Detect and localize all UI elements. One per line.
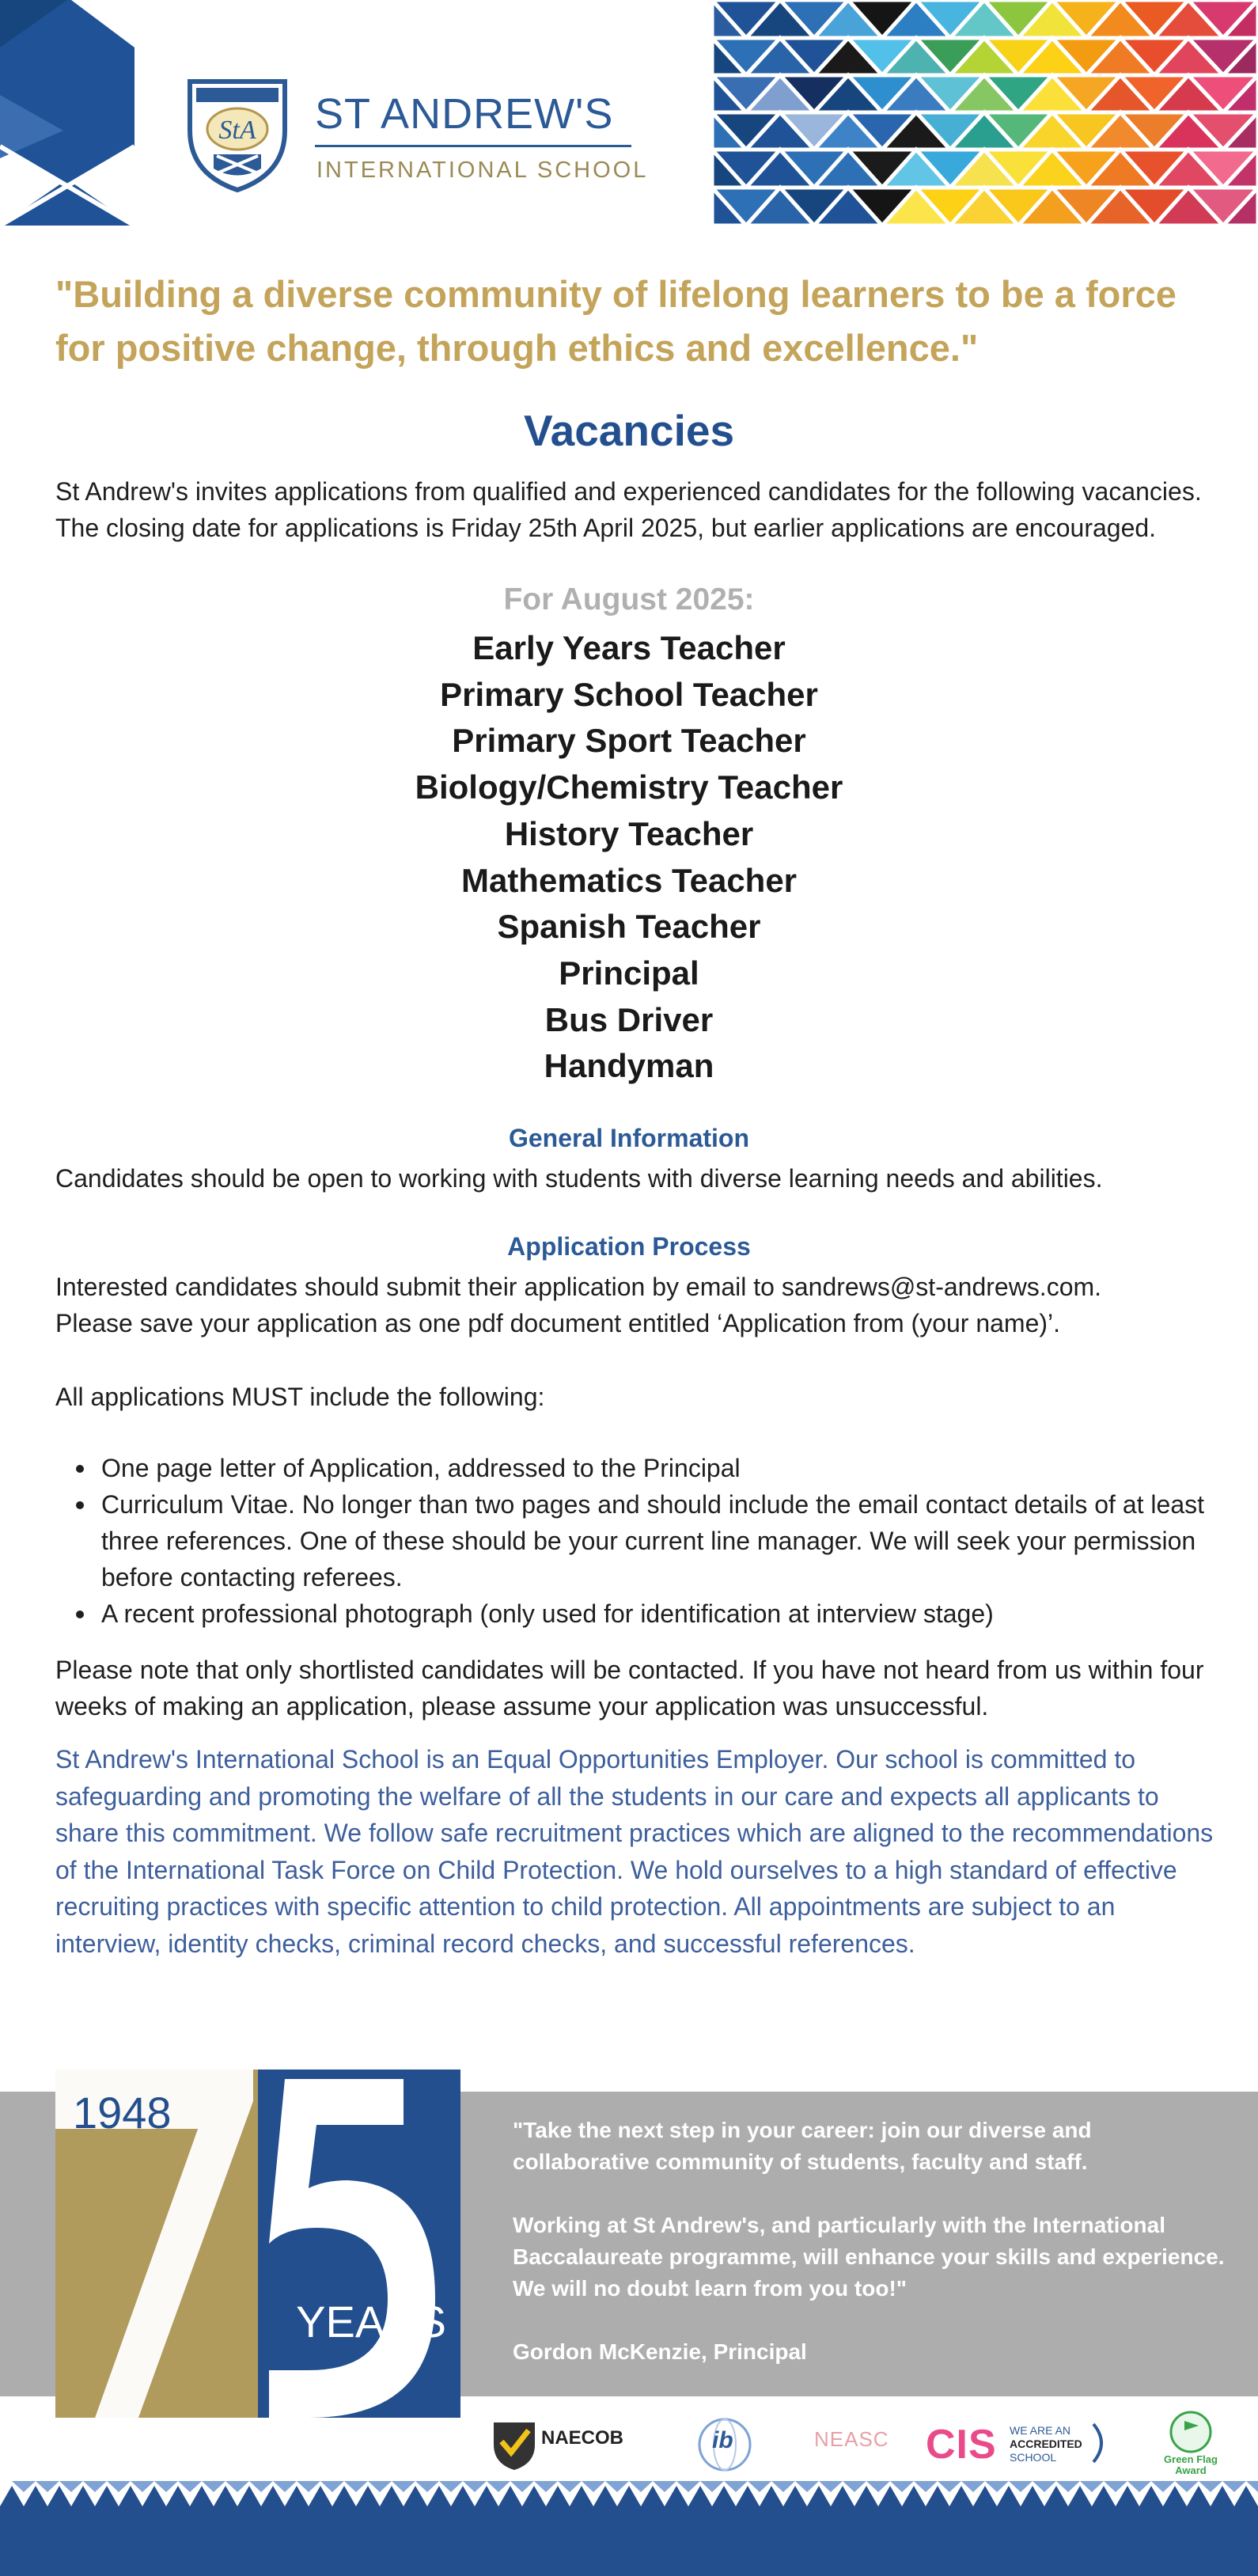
neasc-text: NEASC bbox=[814, 2427, 889, 2451]
header-left-pattern bbox=[0, 0, 135, 226]
vacancies-intro: St Andrew's invites applications from qualified and experienced candidates for the following vacancies. The closing date for applications is Friday 25th April 2025, but earlier applications are encouraged. bbox=[55, 477, 1202, 542]
cis-tagline-line: ACCREDITED bbox=[1010, 2438, 1082, 2450]
header-right-pattern bbox=[712, 0, 1258, 226]
school-subtitle: INTERNATIONAL SCHOOL bbox=[316, 157, 649, 183]
naecob-logo bbox=[491, 2410, 625, 2481]
green-flag-icon bbox=[1167, 2410, 1214, 2454]
cis-logo bbox=[926, 2410, 1116, 2481]
position-item: Spanish Teacher bbox=[497, 908, 761, 946]
position-item: History Teacher bbox=[504, 814, 754, 852]
green-flag-line: Green Flag bbox=[1164, 2453, 1218, 2465]
position-item: Principal bbox=[559, 954, 699, 992]
position-item: Primary Sport Teacher bbox=[452, 722, 806, 760]
cis-bracket-icon bbox=[1089, 2419, 1112, 2467]
anniversary-badge bbox=[55, 2070, 460, 2418]
position-item: Handyman bbox=[544, 1047, 714, 1085]
cis-tagline-line: WE ARE AN bbox=[1010, 2424, 1071, 2437]
anniversary-label: YEARS bbox=[296, 2297, 446, 2346]
cis-text bbox=[926, 2421, 997, 2468]
shortlist-note: Please note that only shortlisted candidates will be contacted. If you have not heard from us within four weeks of making an application, please assume your application was unsuccessful. bbox=[55, 1656, 1204, 1720]
positions-list bbox=[0, 625, 1258, 1090]
cis-tagline-line: SCHOOL bbox=[1010, 2451, 1057, 2464]
neasc-logo bbox=[811, 2410, 898, 2481]
cis-tagline bbox=[1010, 2424, 1082, 2464]
equal-opportunities-statement: St Andrew's International School is an Equal Opportunities Employer. Our school is committed to safeguarding and promoting the welfare of all the students in our care and expects all applicants to share this commitment. We follow safe recruitment practices which are aligned to the recommendations of the International Task Force on Child Protection. We hold ourselves to a high standard of effective recruiting practices with specific attention to child protection. All appointments are subject to an interview, identity checks, criminal record checks, and successful references. bbox=[55, 1745, 1214, 1958]
principal-quote bbox=[513, 2115, 1225, 2400]
application-email-line: Interested candidates should submit their application by email to sandrews@st-andrews.com. bbox=[55, 1273, 1102, 1301]
naecob-shield-icon bbox=[491, 2418, 538, 2473]
position-item: Bus Driver bbox=[544, 1000, 714, 1038]
quote-author: Gordon McKenzie, Principal bbox=[513, 2339, 807, 2364]
school-motto: "Building a diverse community of lifelong learners to be a force for positive change, through ethics and excellence." bbox=[55, 273, 1177, 369]
position-item: Biology/Chemistry Teacher bbox=[415, 768, 843, 806]
cis-text: CIS bbox=[926, 2422, 997, 2468]
naecob-text: NAECOB bbox=[541, 2427, 624, 2449]
header bbox=[0, 0, 1258, 226]
period-label: For August 2025: bbox=[503, 582, 755, 616]
anniversary-year: 1948 bbox=[73, 2088, 172, 2138]
requirement-item: One page letter of Application, addressed to the Principal bbox=[55, 1450, 1211, 1486]
quote-paragraph-1: "Take the next step in your career: join our diverse and collaborative community of students, faculty and staff. bbox=[513, 2118, 1092, 2174]
crest-initials: StA bbox=[218, 116, 256, 145]
ib-logo bbox=[696, 2410, 760, 2481]
application-format-line: Please save your application as one pdf document entitled ‘Application from (your name)’. bbox=[55, 1309, 1061, 1337]
ib-text: ib bbox=[712, 2427, 733, 2453]
general-info-text: Candidates should be open to working with students with diverse learning needs and abilities. bbox=[55, 1164, 1103, 1193]
footer-zigzag-border bbox=[0, 2481, 1258, 2506]
position-item: Mathematics Teacher bbox=[460, 861, 798, 899]
vacancies-title: Vacancies bbox=[523, 406, 735, 455]
school-crest-icon bbox=[182, 75, 293, 194]
school-logo bbox=[182, 75, 649, 194]
application-must-include: All applications MUST include the following: bbox=[55, 1383, 545, 1411]
requirements-list bbox=[55, 1450, 1211, 1632]
green-flag-text bbox=[1155, 2454, 1226, 2476]
green-flag-logo bbox=[1155, 2410, 1226, 2481]
general-info-heading: General Information bbox=[508, 1124, 750, 1152]
application-heading: Application Process bbox=[507, 1232, 751, 1261]
requirement-item: Curriculum Vitae. No longer than two pages and should include the email contact details of at least three references. One of these should be your current line manager. We will seek your permission before contacting referees. bbox=[55, 1486, 1211, 1595]
requirement-item: A recent professional photograph (only used for identification at interview stage) bbox=[55, 1595, 1211, 1632]
school-name: ST ANDREW'S bbox=[315, 90, 614, 138]
green-flag-line: Award bbox=[1175, 2464, 1207, 2476]
position-item: Early Years Teacher bbox=[472, 629, 786, 666]
quote-paragraph-2: Working at St Andrew's, and particularly with the International Baccalaureate programme, will enhance your skills and experience. We will no doubt learn from you too!" bbox=[513, 2213, 1225, 2301]
school-name-rule bbox=[315, 145, 631, 147]
footer-bar bbox=[0, 2506, 1258, 2576]
position-item: Primary School Teacher bbox=[440, 675, 818, 713]
